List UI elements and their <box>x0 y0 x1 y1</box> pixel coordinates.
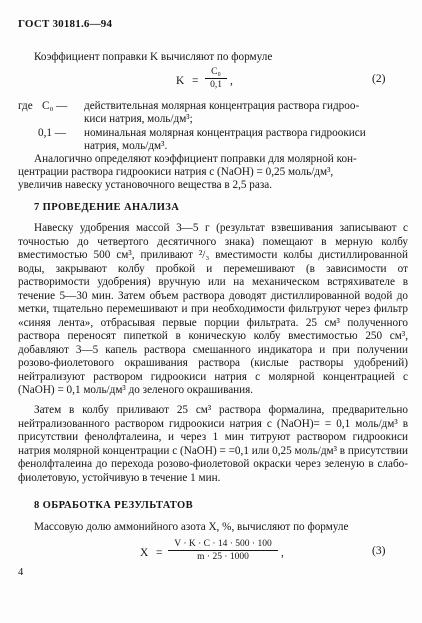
formula2-eq: = <box>192 75 199 87</box>
formula3-number: (3) <box>372 545 386 557</box>
where-word: где <box>18 100 33 112</box>
page-number: 4 <box>18 567 24 578</box>
formula3-eq: = <box>156 547 163 559</box>
section7-heading: 7 ПРОВЕДЕНИЕ АНАЛИЗА <box>34 202 180 213</box>
formula2-fraction <box>205 67 227 90</box>
formula3-numerator: V · K · C · 14 · 500 · 100 <box>168 539 278 551</box>
analog-line3: увеличив навеску установочного вещества в 2,5 раза. <box>18 179 273 191</box>
formula2-lhs: K <box>176 75 185 87</box>
nominal-term: 0,1 — <box>38 127 66 139</box>
formula2-number: (2) <box>372 73 386 85</box>
nominal-definition-line2: натрия, моль/дм³. <box>84 140 168 152</box>
analog-line2: центрации раствора гидроокиси натрия c (NaOH) = 0,25 моль/дм³, <box>18 166 334 178</box>
formula3-fraction <box>168 539 278 562</box>
formula2-denominator: 0,1 <box>210 80 222 90</box>
c0-term: C₀ — <box>42 100 68 112</box>
formula2-numerator: C₀ <box>205 67 227 79</box>
section7-paragraph2: Затем в колбу приливают 25 см³ раствора формалина, предварительно нейтрализованного раствором гидроокиси натрия c (NaOH)= = 0,1 моль/дм³ в присутствии фенолфталеина, и через 1 мин титруют раствором гидроокиси натрия молярной концентрации c (NaOH) = =0,1 или 0,25 моль/дм³ в присутствии фенолфталеина до перехода розово-фиолетовой окраски через зеленую в слабо-фиолетовую, устойчивую в течение 1 мин. <box>18 404 408 484</box>
formula3-denominator: m · 25 · 1000 <box>197 552 249 562</box>
c0-definition-line2: киси натрия, моль/дм³; <box>84 113 193 125</box>
formula2-tail: , <box>230 75 233 87</box>
section8-intro: Массовую долю аммонийного азота X, %, вычисляют по формуле <box>34 521 349 533</box>
formula3-lhs: X <box>140 547 149 559</box>
section8-heading: 8 ОБРАБОТКА РЕЗУЛЬТАТОВ <box>34 500 193 511</box>
formula-intro: Коэффициент поправки K вычисляют по формуле <box>34 51 273 63</box>
analog-line1: Аналогично определяют коэффициент поправки для молярной кон- <box>34 153 357 165</box>
nominal-definition-line1: номинальная молярная концентрация раствора гидроокиси <box>84 127 366 139</box>
section7-paragraph1: Навеску удобрения массой 3—5 г (результат взвешивания записывают с точностью до четвертого десятичного знака) помещают в мерную колбу вместимостью 500 см³, приливают ²/₃ вместимости колбы дистиллированной воды, закрывают колбу пробкой и перемешивают (в зависимости от растворимости удобрения) вручную или на механическом встряхивателе в течение 5—30 мин. Затем объем раствора доводят дистиллированной водой до метки, тщательно перемешивают и при необходимости фильтруют через фильтр «синяя лента», отбрасывая первые порции фильтрата. 25 см³ полученного раствора переносят пипеткой в коническую колбу вместимостью 250 см³, добавляют 3—5 капель раствора смешанного индикатора и при получении розово-фиолетового окрашивания раствора (кислые растворы удобрений) нейтрализуют раствором гидроокиси натрия с молярной концентрацией c (NaOH) = 0,1 моль/дм³ до зеленого окрашивания. <box>18 222 408 396</box>
c0-definition-line1: действительная молярная концентрация раствора гидроо- <box>84 100 360 112</box>
formula3-tail: , <box>281 547 284 559</box>
standard-header: ГОСТ 30181.6—94 <box>18 18 113 30</box>
